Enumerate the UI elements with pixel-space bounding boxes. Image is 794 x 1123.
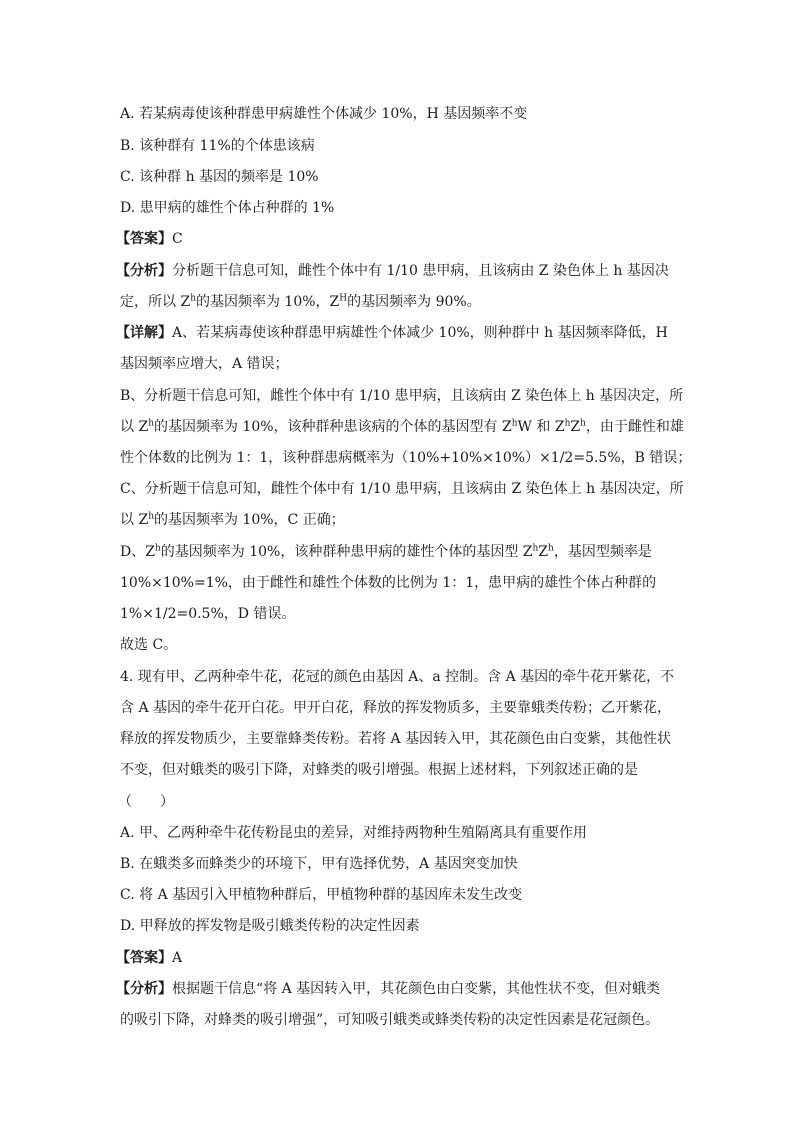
q4-analysis-line-1: 【分析】根据题干信息“将 A 基因转入甲，其花颜色由白变紫，其他性状不变，但对蛾类 [116,981,661,997]
q4-blank: （ ） [118,794,174,810]
q3-option-a: A. 若某病毒使该种群患甲病雄性个体减少 10%，H 基因频率不变 [120,106,528,122]
q3-detail-a-line-2: 基因频率应增大，A 错误； [120,356,289,372]
q4-answer [116,948,676,968]
answer-value: C [172,231,183,247]
q4-stem-line-3: 释放的挥发物质少，主要靠蜂类传粉。若将 A 基因转入甲，其花颜色由白变紫，其他性状 [120,731,672,747]
q3-detail-a-line-1: 【详解】A、若某病毒使该种群患甲病雄性个体减少 10%，则种群中 h 基因频率降低，H [116,325,668,341]
detail-tag: 【详解】 [116,325,172,341]
q4-option-b: B. 在蛾类多而蜂类少的环境下，甲有选择优势，A 基因突变加快 [120,856,518,872]
answer-value: A [172,950,183,966]
q3-option-d: D. 患甲病的雄性个体占种群的 1% [120,200,335,216]
q3-detail-d-line-1: D、$Z^h$的基因频率为 10%，该种群种患甲病的雄性个体的基因型 $Z^hZ^h$，基因型频率是 [120,543,652,560]
q3-detail-d-line-2: 10%×10%=1%，由于雌性和雄性个体数的比例为 1：1，患甲病的雄性个体占种群的 [120,575,657,591]
q3-detail-b-line-2: 以 $Z^h$的基因频率为 10%，该种群种患该病的个体的基因型有 $Z^hW$ 和 $Z^hZ^h$，由于雌性和雄 [120,418,684,435]
q3-detail-d-line-3: 1%×1/2=0.5%，D 错误。 [120,606,296,622]
q3-detail-b-line-1: B、分析题干信息可知，雌性个体中有 1/10 患甲病，且该病由 Z 染色体上 h 基因决定，所 [120,388,684,404]
q3-analysis-line-1: 【分析】分析题干信息可知，雌性个体中有 1/10 患甲病，且该病由 Z 染色体上 h 基因决 [116,263,669,279]
q4-stem-line-4: 不变，但对蛾类的吸引下降，对蜂类的吸引增强。根据上述材料，下列叙述正确的是 [120,762,638,778]
q3-detail-c-line-1: C、分析题干信息可知，雌性个体中有 1/10 患甲病，且该病由 Z 染色体上 h 基因决定，所 [120,481,684,497]
q3-detail-c-line-2: 以 $Z^h$的基因频率为 10%，C 正确； [120,511,345,528]
q4-stem-line-2: 含 A 基因的牵牛花开白花。甲开白花，释放的挥发物质多，主要靠蛾类传粉；乙开紫花， [120,700,672,716]
q3-option-c: C. 该种群 h 基因的频率是 10% [120,169,319,185]
answer-tag: 【答案】 [116,231,172,247]
q4-option-c: C. 将 A 基因引入甲植物种群后，甲植物种群的基因库未发生改变 [120,887,523,903]
q4-option-d: D. 甲释放的挥发物是吸引蛾类传粉的决定性因素 [120,918,420,934]
q4-analysis-line-2: 的吸引下降，对蜂类的吸引增强”，可知吸引蛾类或蜂类传粉的决定性因素是花冠颜色。 [120,1012,660,1028]
q3-answer [116,229,676,249]
q3-detail-b-line-3: 性个体数的比例为 1：1，该种群患病概率为（10%+10%×10%）×1/2=5.5%，B 错误； [120,450,692,466]
q4-stem-line-1: 4. 现有甲、乙两种牵牛花，花冠的颜色由基因 A、a 控制。含 A 基因的牵牛花开紫花，不 [120,669,675,685]
q3-analysis-line-2: 定，所以 $Z^h$的基因频率为 10%，$Z^H$的基因频率为 90%。 [120,293,481,310]
q3-option-b: B. 该种群有 11%的个体患该病 [120,138,315,154]
q4-option-a: A. 甲、乙两种牵牛花传粉昆虫的差异，对维持两物种生殖隔离具有重要作用 [120,825,588,841]
analysis-tag: 【分析】 [116,263,172,279]
q3-conclusion: 故选 C。 [120,637,178,653]
analysis-tag: 【分析】 [116,981,172,997]
answer-tag: 【答案】 [116,950,172,966]
